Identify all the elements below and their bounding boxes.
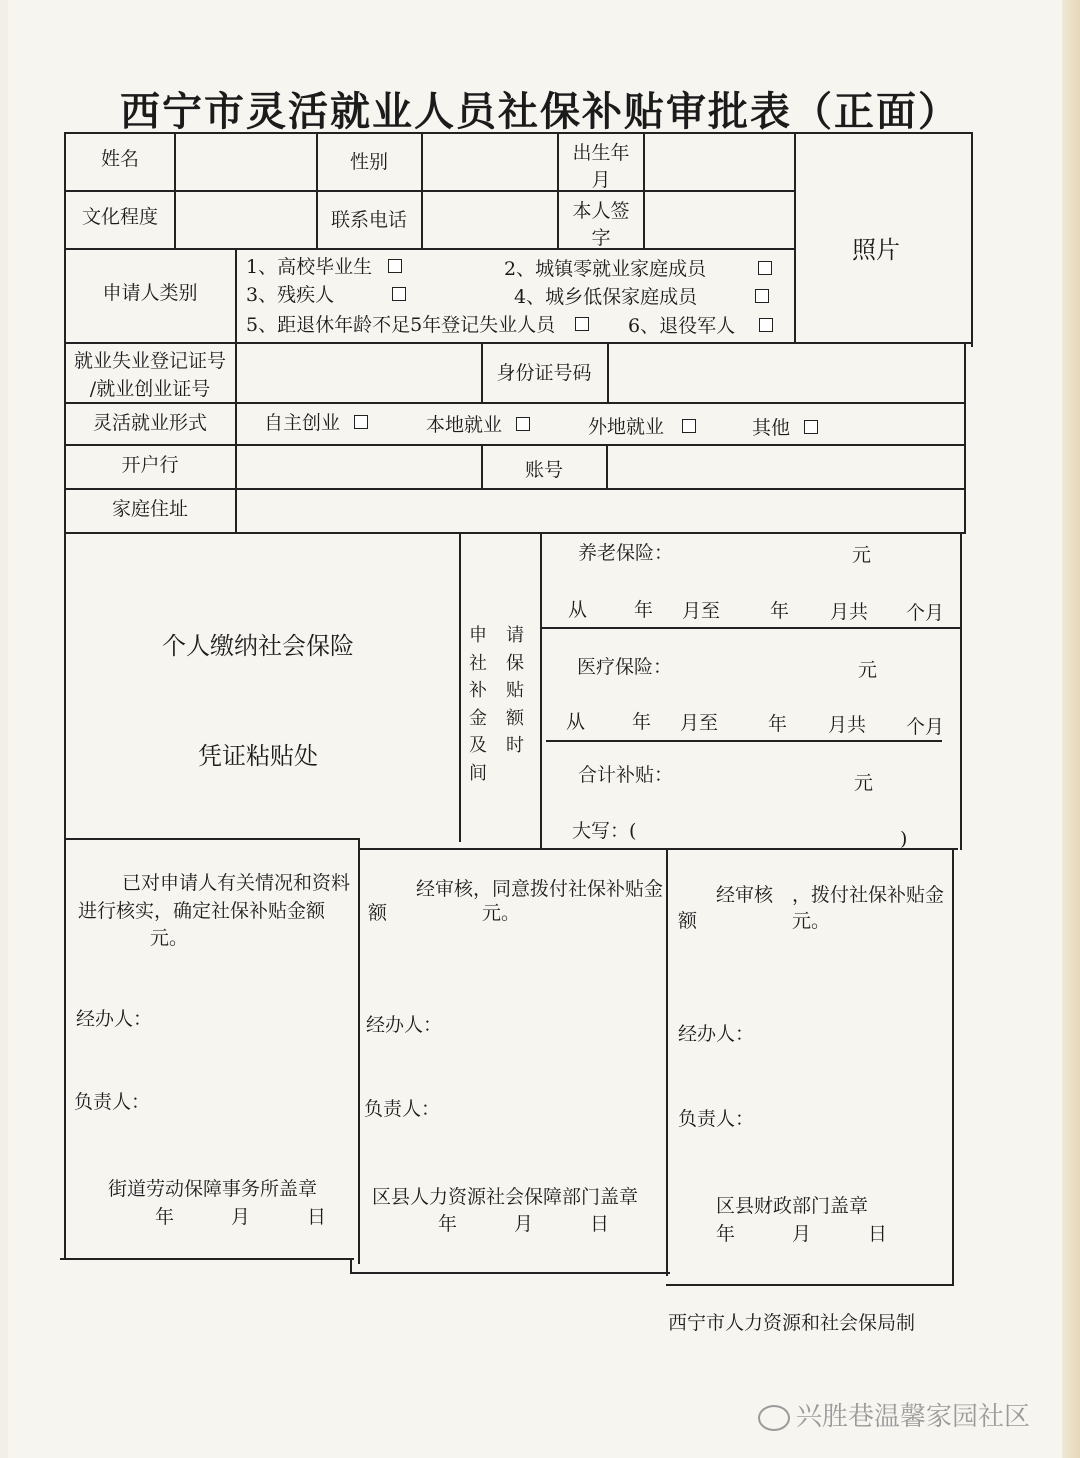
voucher-line1: 个人缴纳社会保险 bbox=[162, 632, 354, 660]
approval1-responsible: 负责人： bbox=[74, 1091, 151, 1113]
checkbox[interactable] bbox=[759, 318, 773, 332]
category-option[interactable]: 3、残疾人 bbox=[246, 286, 406, 305]
address-field[interactable] bbox=[237, 490, 962, 530]
checkbox[interactable] bbox=[354, 415, 368, 429]
education-label: 文化程度 bbox=[81, 206, 158, 228]
approval2-date: 年 月 日 bbox=[438, 1213, 610, 1235]
employment-option[interactable]: 外地就业 bbox=[588, 418, 696, 437]
approval1-text3: 元。 bbox=[150, 927, 189, 949]
approval2-text2: 额 元。 bbox=[368, 902, 521, 924]
employment-option[interactable]: 其他 bbox=[752, 419, 818, 438]
checkbox[interactable] bbox=[755, 289, 769, 303]
bank-label: 开户行 bbox=[121, 454, 179, 476]
pension-month-total: 月共 bbox=[830, 601, 869, 623]
employment-label: 灵活就业形式 bbox=[92, 412, 207, 434]
id-number-label: 身份证号码 bbox=[496, 362, 592, 384]
paper-edge bbox=[1062, 0, 1080, 1458]
approval3-date: 年 月 日 bbox=[716, 1223, 888, 1245]
form-title: 西宁市灵活就业人员社保补贴审批表（正面） bbox=[120, 88, 960, 135]
approval3-text2: 额 元。 bbox=[678, 910, 831, 932]
medical-unit: 元 bbox=[858, 659, 878, 681]
signature-field[interactable] bbox=[645, 192, 793, 246]
category-option[interactable]: 4、城乡低保家庭成员 bbox=[514, 288, 769, 307]
checkbox[interactable] bbox=[804, 420, 818, 434]
approval3-handler: 经办人： bbox=[678, 1023, 755, 1045]
approval2-responsible: 负责人： bbox=[364, 1098, 441, 1120]
photo-area[interactable] bbox=[797, 134, 969, 340]
approval2-seal: 区县人力资源社会保障部门盖章 bbox=[372, 1186, 639, 1208]
registration-field[interactable] bbox=[237, 344, 479, 400]
checkbox[interactable] bbox=[575, 317, 589, 331]
subsidy-label-col1: 申社补金及间 bbox=[469, 625, 487, 784]
checkbox[interactable] bbox=[682, 419, 696, 433]
approval1-date: 年 月 日 bbox=[155, 1206, 327, 1228]
watermark-text: 兴胜巷温馨家园社区 bbox=[796, 1402, 1031, 1432]
name-field[interactable] bbox=[176, 134, 314, 188]
medical-month-total: 月共 bbox=[828, 714, 867, 736]
approval3-text1: 经审核 ，拨付社保补贴金 bbox=[716, 884, 945, 906]
checkbox[interactable] bbox=[392, 287, 406, 301]
category-option[interactable]: 5、距退休年龄不足5年登记失业人员 bbox=[246, 316, 589, 335]
employment-option[interactable]: 自主创业 bbox=[264, 414, 368, 433]
pension-months: 个月 bbox=[906, 602, 945, 624]
pension-year1: 年 bbox=[634, 599, 654, 621]
total-unit: 元 bbox=[854, 772, 874, 794]
checkbox[interactable] bbox=[388, 259, 402, 273]
gender-field[interactable] bbox=[423, 134, 555, 188]
capital-close: ) bbox=[900, 828, 908, 850]
education-field[interactable] bbox=[176, 192, 314, 246]
approval1-handler: 经办人： bbox=[76, 1008, 153, 1030]
employment-option[interactable]: 本地就业 bbox=[426, 416, 530, 435]
subsidy-label-col2: 请保贴额时 bbox=[506, 625, 524, 757]
pension-label: 养老保险： bbox=[578, 542, 674, 564]
medical-month-to: 月至 bbox=[680, 712, 719, 734]
phone-label: 联系电话 bbox=[330, 209, 407, 231]
bank-field[interactable] bbox=[237, 446, 479, 486]
account-label: 账号 bbox=[524, 459, 563, 481]
checkbox[interactable] bbox=[758, 261, 772, 275]
pension-month-to: 月至 bbox=[682, 600, 721, 622]
approval1-seal: 街道劳动保障事务所盖章 bbox=[108, 1178, 318, 1200]
approval2-text1: 经审核，同意拨付社保补贴金 bbox=[416, 878, 664, 900]
registration-label: 就业失业登记证号 /就业创业证号 bbox=[73, 350, 226, 400]
birth-label: 出生年 月 bbox=[572, 142, 630, 191]
checkbox[interactable] bbox=[516, 417, 530, 431]
approval2-handler: 经办人： bbox=[366, 1014, 443, 1036]
approval1-text1: 已对申请人有关情况和资料 bbox=[122, 872, 351, 894]
address-label: 家庭住址 bbox=[111, 498, 188, 520]
name-label: 姓名 bbox=[100, 148, 139, 170]
photo-label: 照片 bbox=[852, 236, 900, 264]
category-label: 申请人类别 bbox=[102, 282, 198, 304]
approval1-text2: 进行核实，确定社保补贴金额 bbox=[78, 900, 326, 922]
category-option[interactable]: 1、高校毕业生 bbox=[246, 258, 402, 277]
medical-from: 从 bbox=[566, 711, 586, 733]
voucher-line2: 凭证粘贴处 bbox=[198, 742, 318, 770]
medical-months: 个月 bbox=[906, 716, 945, 738]
pension-from: 从 bbox=[568, 599, 588, 621]
approval3-responsible: 负责人： bbox=[678, 1108, 755, 1130]
approval3-seal: 区县财政部门盖章 bbox=[716, 1195, 869, 1217]
total-label: 合计补贴： bbox=[578, 764, 674, 786]
signature-label: 本人签 字 bbox=[572, 200, 630, 249]
wechat-icon bbox=[758, 1405, 790, 1431]
category-option[interactable]: 2、城镇零就业家庭成员 bbox=[504, 260, 772, 279]
watermark bbox=[758, 1396, 1030, 1433]
id-number-field[interactable] bbox=[609, 344, 963, 400]
birth-field[interactable] bbox=[645, 134, 793, 188]
category-option[interactable]: 6、退役军人 bbox=[628, 317, 773, 336]
pension-year2: 年 bbox=[770, 600, 790, 622]
medical-year2: 年 bbox=[768, 713, 788, 735]
phone-field[interactable] bbox=[423, 192, 555, 246]
gender-label: 性别 bbox=[349, 151, 388, 173]
capital-label: 大写：( bbox=[572, 820, 637, 842]
account-field[interactable] bbox=[608, 446, 962, 486]
pension-unit: 元 bbox=[852, 544, 872, 566]
issuer-label: 西宁市人力资源和社会保局制 bbox=[668, 1312, 916, 1334]
medical-label: 医疗保险： bbox=[577, 656, 673, 678]
medical-year1: 年 bbox=[632, 711, 652, 733]
